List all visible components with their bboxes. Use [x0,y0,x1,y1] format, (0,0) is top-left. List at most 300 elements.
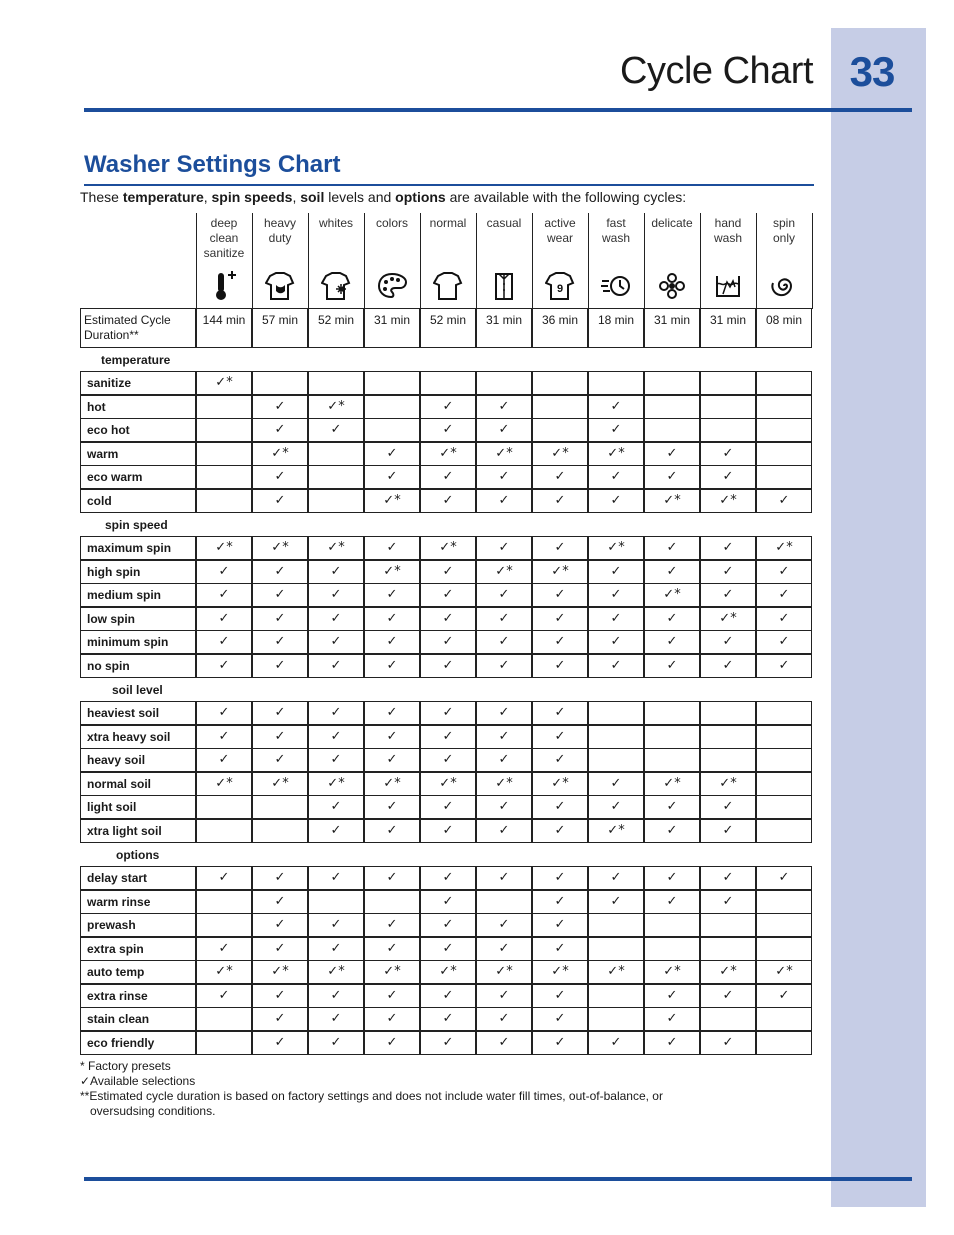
cycle-header-whites: whites [318,216,353,230]
checkmark-cell: ✓* [252,442,308,466]
checkmark-cell: ✓ [476,866,532,890]
empty-cell [588,701,644,725]
checkmark-cell: ✓* [420,536,476,560]
checkmark-cell: ✓ [644,442,700,466]
checkmark-cell: ✓ [476,748,532,772]
checkmark-cell: ✓ [252,913,308,937]
checkmark-cell: ✓ [476,607,532,631]
checkmark-cell: ✓* [644,772,700,796]
checkmark-cell: ✓ [588,465,644,489]
empty-cell [756,465,812,489]
checkmark-cell: ✓ [644,866,700,890]
checkmark-cell: ✓ [476,1007,532,1031]
checkmark-cell: ✓ [196,607,252,631]
checkmark-cell: ✓ [196,654,252,678]
checkmark-cell: ✓ [196,583,252,607]
cycle-duration: 57 min [252,308,308,348]
checkmark-cell: ✓ [252,654,308,678]
checkmark-cell: ✓* [644,489,700,513]
checkmark-cell: ✓ [196,701,252,725]
checkmark-cell: ✓ [364,465,420,489]
empty-cell [644,418,700,442]
checkmark-cell: ✓* [420,772,476,796]
group-title-temperature: temperature [101,353,171,367]
checkmark-cell: ✓ [532,890,588,914]
checkmark-cell: ✓ [364,536,420,560]
empty-cell [644,395,700,419]
checkmark-cell: ✓ [420,701,476,725]
checkmark-cell: ✓ [700,795,756,819]
empty-cell [476,890,532,914]
hand-wash-icon [700,270,756,307]
intro-text: These temperature, spin speeds, soil levels and options are available with the following cycles: [80,189,687,205]
checkmark-cell: ✓ [308,866,364,890]
checkmark-cell: ✓ [476,395,532,419]
empty-cell [700,701,756,725]
checkmark-cell: ✓* [476,442,532,466]
empty-cell [532,418,588,442]
empty-cell [252,819,308,843]
checkmark-cell: ✓ [308,913,364,937]
checkmark-cell: ✓ [364,607,420,631]
checkmark-cell: ✓ [644,819,700,843]
empty-cell [756,772,812,796]
checkmark-cell: ✓ [196,937,252,961]
checkmark-cell: ✓ [308,819,364,843]
empty-cell [364,395,420,419]
checkmark-cell: ✓ [476,937,532,961]
cycle-duration: 31 min [476,308,532,348]
cycle-duration: 31 min [700,308,756,348]
checkmark-cell: ✓ [308,748,364,772]
checkmark-cell: ✓ [252,748,308,772]
checkmark-cell: ✓ [476,984,532,1008]
empty-cell [756,1031,812,1055]
checkmark-cell: ✓ [532,819,588,843]
empty-cell [308,371,364,395]
empty-cell [588,937,644,961]
cycle-header-heavy-duty: heavy duty [263,216,297,245]
row-label-medium-spin: medium spin [80,583,196,607]
cycle-header-spin-only: spin only [772,216,795,245]
checkmark-cell: ✓* [364,560,420,584]
checkmark-cell: ✓* [364,772,420,796]
checkmark-cell: ✓* [196,772,252,796]
checkmark-cell: ✓ [420,984,476,1008]
checkmark-cell: ✓ [476,536,532,560]
checkmark-cell: ✓ [420,1031,476,1055]
empty-cell [532,371,588,395]
checkmark-cell: ✓ [364,819,420,843]
row-label-no-spin: no spin [80,654,196,678]
footnote-estimated-duration-cont: oversudsing conditions. [90,1104,216,1118]
empty-cell [756,442,812,466]
checkmark-cell: ✓ [700,984,756,1008]
palette-icon [364,270,420,307]
checkmark-cell: ✓ [476,795,532,819]
checkmark-cell: ✓ [420,1007,476,1031]
checkmark-cell: ✓* [532,960,588,984]
checkmark-cell: ✓ [532,536,588,560]
checkmark-cell: ✓ [420,418,476,442]
checkmark-cell: ✓ [532,795,588,819]
shirt-icon [420,270,476,307]
empty-cell [644,725,700,749]
checkmark-cell: ✓* [196,536,252,560]
checkmark-cell: ✓ [308,725,364,749]
empty-cell [756,913,812,937]
empty-cell [308,489,364,513]
checkmark-cell: ✓ [420,725,476,749]
cycle-header-fast-wash: fast wash [601,216,630,245]
checkmark-cell: ✓ [364,701,420,725]
checkmark-cell: ✓ [308,1031,364,1055]
checkmark-cell: ✓ [196,984,252,1008]
row-label-extra-rinse: extra rinse [80,984,196,1008]
row-label-heavy-soil: heavy soil [80,748,196,772]
checkmark-cell: ✓ [644,890,700,914]
checkmark-cell: ✓ [420,395,476,419]
checkmark-cell: ✓ [196,560,252,584]
footnote-available-selections: ✓Available selections [80,1074,196,1088]
row-label-high-spin: high spin [80,560,196,584]
checkmark-cell: ✓ [700,890,756,914]
checkmark-cell: ✓ [532,725,588,749]
empty-cell [196,442,252,466]
checkmark-cell: ✓ [588,630,644,654]
thermometer-plus-icon [196,270,252,307]
checkmark-cell: ✓ [476,701,532,725]
checkmark-cell: ✓ [308,418,364,442]
empty-cell [756,795,812,819]
checkmark-cell: ✓ [588,890,644,914]
empty-cell [252,371,308,395]
checkmark-cell: ✓* [196,960,252,984]
empty-cell [588,748,644,772]
checkmark-cell: ✓ [644,630,700,654]
checkmark-cell: ✓ [756,630,812,654]
checkmark-cell: ✓ [644,465,700,489]
checkmark-cell: ✓ [700,866,756,890]
checkmark-cell: ✓ [252,489,308,513]
row-label-maximum-spin: maximum spin [80,536,196,560]
empty-cell [756,725,812,749]
checkmark-cell: ✓ [476,725,532,749]
cycle-duration: 52 min [308,308,364,348]
bottom-rule [84,1177,912,1181]
empty-cell [756,701,812,725]
checkmark-cell: ✓ [756,654,812,678]
checkmark-cell: ✓ [420,465,476,489]
cycle-duration: 144 min [196,308,252,348]
checkmark-cell: ✓ [420,654,476,678]
empty-cell [364,890,420,914]
checkmark-cell: ✓ [308,984,364,1008]
empty-cell [700,395,756,419]
empty-cell [644,913,700,937]
checkmark-cell: ✓ [252,1031,308,1055]
jersey-icon [532,270,588,307]
checkmark-cell: ✓ [420,890,476,914]
checkmark-cell: ✓ [476,1031,532,1055]
empty-cell [700,371,756,395]
checkmark-cell: ✓ [532,913,588,937]
empty-cell [588,371,644,395]
checkmark-cell: ✓ [308,583,364,607]
checkmark-cell: ✓ [420,795,476,819]
checkmark-cell: ✓ [308,560,364,584]
row-label-xtra-light-soil: xtra light soil [80,819,196,843]
checkmark-cell: ✓* [308,536,364,560]
row-label-normal-soil: normal soil [80,772,196,796]
checkmark-cell: ✓ [196,748,252,772]
checkmark-cell: ✓ [532,866,588,890]
row-label-extra-spin: extra spin [80,937,196,961]
checkmark-cell: ✓* [196,371,252,395]
checkmark-cell: ✓ [588,418,644,442]
empty-cell [756,418,812,442]
checkmark-cell: ✓ [308,630,364,654]
checkmark-cell: ✓ [308,937,364,961]
clock-speed-icon [588,270,644,307]
checkmark-cell: ✓ [196,725,252,749]
checkmark-cell: ✓ [644,654,700,678]
checkmark-cell: ✓* [756,960,812,984]
empty-cell [700,748,756,772]
checkmark-cell: ✓ [644,1007,700,1031]
checkmark-cell: ✓* [476,772,532,796]
header-column-divider [812,213,813,309]
cycle-header-casual: casual [486,216,522,230]
checkmark-cell: ✓ [476,819,532,843]
checkmark-cell: ✓ [252,984,308,1008]
checkmark-cell: ✓ [756,560,812,584]
checkmark-cell: ✓ [700,654,756,678]
checkmark-cell: ✓ [756,984,812,1008]
checkmark-cell: ✓ [588,607,644,631]
checkmark-cell: ✓* [644,583,700,607]
checkmark-cell: ✓ [644,984,700,1008]
cycle-header-hand-wash: hand wash [713,216,742,245]
empty-cell [364,371,420,395]
empty-cell [308,442,364,466]
checkmark-cell: ✓ [756,583,812,607]
estimated-cycle-duration-label: Estimated Cycle Duration** [80,308,196,348]
checkmark-cell: ✓ [532,748,588,772]
checkmark-cell: ✓ [700,819,756,843]
empty-cell [700,913,756,937]
checkmark-cell: ✓ [252,1007,308,1031]
cycle-duration: 08 min [756,308,812,348]
checkmark-cell: ✓ [588,583,644,607]
empty-cell [196,395,252,419]
checkmark-cell: ✓ [252,937,308,961]
checkmark-cell: ✓ [644,607,700,631]
checkmark-cell: ✓ [420,866,476,890]
checkmark-cell: ✓* [308,772,364,796]
empty-cell [196,890,252,914]
checkmark-cell: ✓ [532,984,588,1008]
checkmark-cell: ✓ [700,630,756,654]
shirt-heavy-icon [252,270,308,307]
group-title-spin-speed: spin speed [105,518,168,532]
checkmark-cell: ✓* [420,442,476,466]
empty-cell [364,418,420,442]
checkmark-cell: ✓ [700,583,756,607]
empty-cell [196,489,252,513]
empty-cell [196,913,252,937]
checkmark-cell: ✓ [700,465,756,489]
row-label-low-spin: low spin [80,607,196,631]
cycle-header-delicate: delicate [651,216,693,230]
empty-cell [308,465,364,489]
checkmark-cell: ✓* [644,960,700,984]
checkmark-cell: ✓ [420,630,476,654]
checkmark-cell: ✓ [252,583,308,607]
empty-cell [700,1007,756,1031]
row-label-delay-start: delay start [80,866,196,890]
empty-cell [756,890,812,914]
checkmark-cell: ✓ [364,654,420,678]
button-shirt-icon [476,270,532,307]
svg-text:9: 9 [556,283,564,295]
checkmark-cell: ✓ [532,465,588,489]
checkmark-cell: ✓ [700,1031,756,1055]
checkmark-cell: ✓ [476,654,532,678]
checkmark-cell: ✓ [252,465,308,489]
group-title-soil-level: soil level [112,683,163,697]
empty-cell [476,371,532,395]
checkmark-cell: ✓ [420,748,476,772]
checkmark-cell: ✓ [364,1007,420,1031]
checkmark-cell: ✓ [308,795,364,819]
checkmark-cell: ✓ [196,630,252,654]
checkmark-cell: ✓ [476,465,532,489]
cycle-header-normal: normal [429,216,467,230]
empty-cell [588,913,644,937]
empty-cell [700,937,756,961]
checkmark-cell: ✓ [588,795,644,819]
checkmark-cell: ✓ [532,1007,588,1031]
checkmark-cell: ✓ [756,489,812,513]
checkmark-cell: ✓ [532,607,588,631]
checkmark-cell: ✓* [308,960,364,984]
empty-cell [308,890,364,914]
row-label-xtra-heavy-soil: xtra heavy soil [80,725,196,749]
empty-cell [196,418,252,442]
checkmark-cell: ✓* [700,607,756,631]
empty-cell [644,371,700,395]
empty-cell [588,984,644,1008]
checkmark-cell: ✓ [364,748,420,772]
checkmark-cell: ✓ [756,607,812,631]
cycle-duration: 18 min [588,308,644,348]
checkmark-cell: ✓ [420,819,476,843]
empty-cell [196,1007,252,1031]
checkmark-cell: ✓ [700,442,756,466]
checkmark-cell: ✓ [252,395,308,419]
footnote-estimated-duration: **Estimated cycle duration is based on factory settings and does not include water fill times, out-of-balance, or [80,1089,663,1103]
checkmark-cell: ✓* [476,560,532,584]
checkmark-cell: ✓ [420,489,476,513]
checkmark-cell: ✓ [364,583,420,607]
empty-cell [700,725,756,749]
row-label-eco-hot: eco hot [80,418,196,442]
checkmark-cell: ✓ [364,1031,420,1055]
checkmark-cell: ✓ [588,866,644,890]
checkmark-cell: ✓ [532,937,588,961]
row-label-warm: warm [80,442,196,466]
checkmark-cell: ✓* [476,960,532,984]
checkmark-cell: ✓* [700,772,756,796]
checkmark-cell: ✓* [532,560,588,584]
cycle-duration: 31 min [644,308,700,348]
checkmark-cell: ✓ [588,772,644,796]
empty-cell [756,819,812,843]
checkmark-cell: ✓ [364,630,420,654]
checkmark-cell: ✓ [532,630,588,654]
spiral-icon [756,270,812,307]
checkmark-cell: ✓* [532,772,588,796]
cycle-duration: 31 min [364,308,420,348]
checkmark-cell: ✓ [644,536,700,560]
cycle-duration: 52 min [420,308,476,348]
checkmark-cell: ✓ [644,795,700,819]
empty-cell [756,395,812,419]
row-label-prewash: prewash [80,913,196,937]
checkmark-cell: ✓ [532,489,588,513]
checkmark-cell: ✓ [420,560,476,584]
checkmark-cell: ✓* [252,960,308,984]
empty-cell [588,725,644,749]
row-label-warm-rinse: warm rinse [80,890,196,914]
empty-cell [196,819,252,843]
checkmark-cell: ✓ [700,536,756,560]
checkmark-cell: ✓ [308,701,364,725]
checkmark-cell: ✓ [588,1031,644,1055]
footnotes [80,1059,663,1119]
checkmark-cell: ✓ [588,395,644,419]
checkmark-cell: ✓ [420,913,476,937]
checkmark-cell: ✓ [252,890,308,914]
row-label-heaviest-soil: heaviest soil [80,701,196,725]
cycle-header-active-wear: active wear [544,216,576,245]
checkmark-cell: ✓* [252,536,308,560]
checkmark-cell: ✓ [252,418,308,442]
cycle-header-deep-clean-sanitize: deep clean sanitize [203,216,245,260]
checkmark-cell: ✓ [252,725,308,749]
checkmark-cell: ✓ [588,489,644,513]
checkmark-cell: ✓ [252,866,308,890]
empty-cell [644,937,700,961]
checkmark-cell: ✓ [252,701,308,725]
checkmark-cell: ✓ [364,866,420,890]
empty-cell [644,701,700,725]
checkmark-cell: ✓* [364,960,420,984]
checkmark-cell: ✓ [420,583,476,607]
checkmark-cell: ✓ [476,630,532,654]
empty-cell [756,371,812,395]
checkmark-cell: ✓ [588,654,644,678]
checkmark-cell: ✓* [588,442,644,466]
row-label-hot: hot [80,395,196,419]
cycle-duration: 36 min [532,308,588,348]
checkmark-cell: ✓ [420,937,476,961]
checkmark-cell: ✓ [420,607,476,631]
checkmark-cell: ✓ [476,583,532,607]
row-label-eco-warm: eco warm [80,465,196,489]
checkmark-cell: ✓ [532,1031,588,1055]
